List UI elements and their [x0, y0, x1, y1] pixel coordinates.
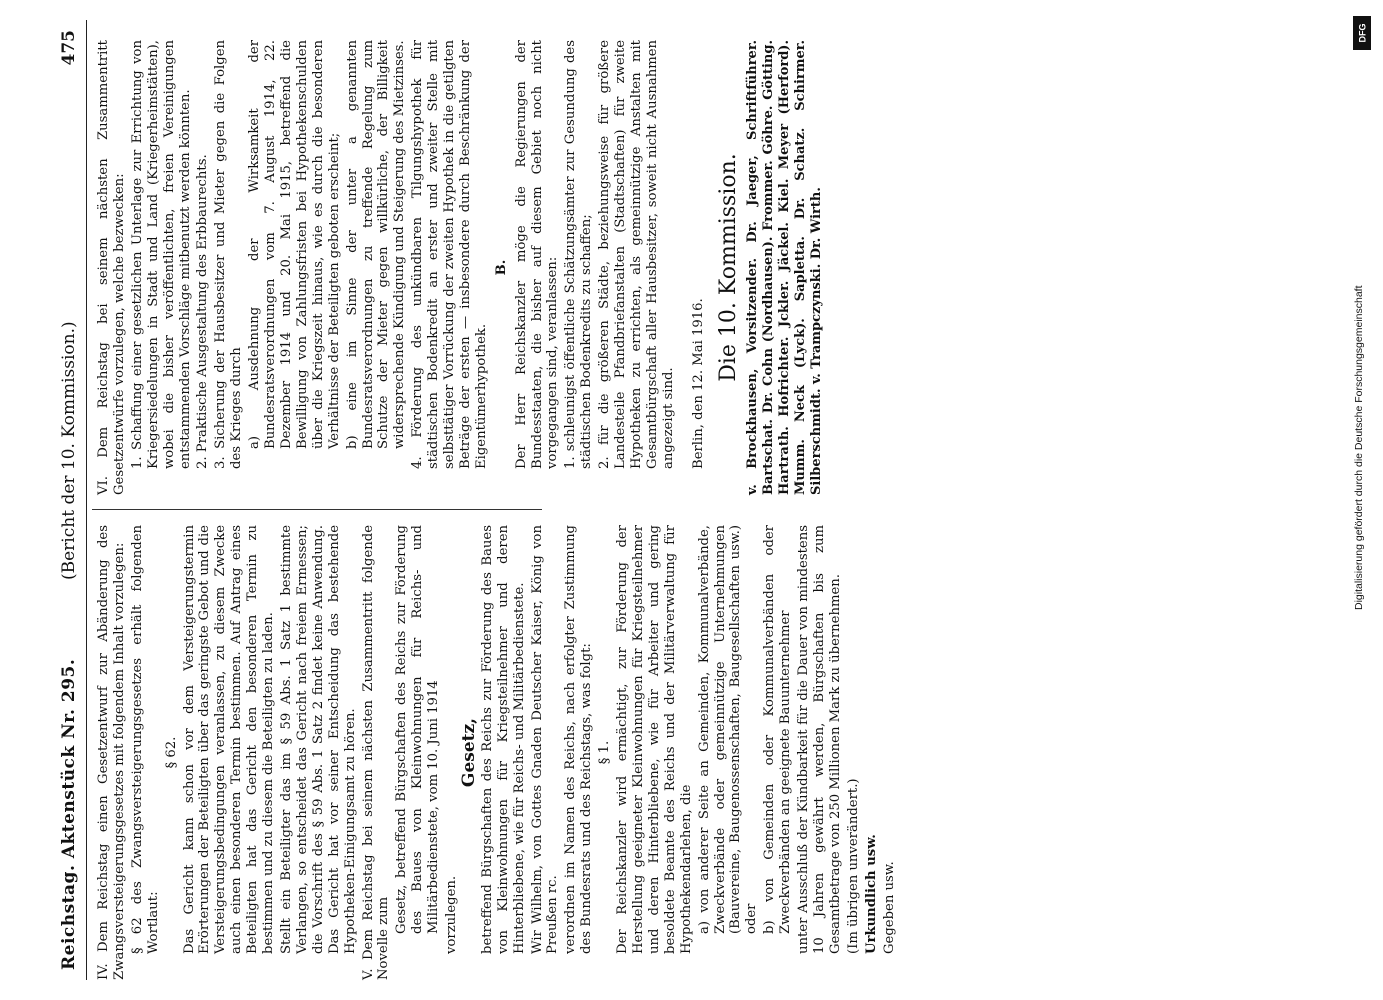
right-column [96, 40, 827, 495]
section-1-heading: § 1. [597, 740, 613, 765]
section-v-text: Gesetz, betreffend Bürgschaften des Reichs zur Förderung des Baues von Kleinwohnungen für Reichs- und Militärbedienstete, vom 10. Juni 1914 [394, 525, 442, 934]
section-vi-4: 4. Förderung des unkündbaren Tilgungshypothek für städtischen Bodenkredit an erster und zweiter Stelle mit selbsttätiger Vorrückung der zweiten Hypothek in die getilgten Beträge der ersten — insbesondere durch Beschränkung der Eigentümerhypothek. [410, 40, 489, 469]
section-vi-2: 2. Praktische Ausgestaltung des Erbbaurechts. [195, 154, 211, 469]
section-vi-1: 1. Schaffung einer gesetzlichen Unterlage zur Errichtung von Kriegersiedelungen in Stadt und Land (Kriegerheimstätten), wobei die bisher veröffentlichten, freien Vereinigungen entstammenden Vorschläge mitbenutzt werden könnten. [129, 40, 193, 469]
section-v-end: vorzulegen. [444, 875, 460, 954]
section-vi-3a: a) Ausdehnung der Wirksamkeit der Bundesratsverordnungen vom 7. August 1914, 22. Dezember 1914 und 20. Mai 1915, betreffend die Bewilligung von Zahlungsfristen bei Hypothekenschulden über die Kriegszeit hinaus, wie es durch die besonderen Verhältnisse der Beteiligten geboten erscheint; [247, 40, 342, 449]
date-line: Berlin, den 12. Mai 1916. [690, 298, 706, 469]
paragraph-62-text-2: Stellt ein Beteiligter das im § 59 Abs. 1 Satz 1 bestimmte Verlangen, so entscheidet das Gericht nach freiem Ermessen; die Vorschrift des § 59 Abs. 1 Satz 2 findet keine Anwendung. Das Gericht hat vor seiner Entscheidung das bestehende Hypotheken-Einigungsamt zu hören. [278, 525, 358, 954]
section-iv-intro: IV. Dem Reichstag einen Gesetzentwurf zur Abänderung des Zwangsversteigerungsgesetzes mit folgendem Inhalt vorzulegen: [96, 525, 127, 980]
header-left: Reichstag. Aktenstück Nr. 295. [59, 658, 79, 970]
section-1-a: a) von anderer Seite an Gemeinden, Kommunalverbände, Zweckverbände oder gemeinnützige Unternehmungen (Bauvereine, Baugenossenschaften, Baugesellschaften usw.) oder [696, 525, 760, 934]
gegeben: Gegeben usw. [881, 861, 897, 954]
digitization-credit: Digitalisierung gefördert durch die Deutsche Forschungsgemeinschaft [1353, 285, 1365, 610]
urkundlich: Urkundlich usw. [863, 834, 879, 954]
header-report: (Bericht der 10. Kommission.) [59, 321, 79, 580]
law-title: Gesetz, [458, 717, 479, 788]
page-header [56, 20, 87, 980]
column-divider [92, 509, 542, 510]
section-v-intro: V. Dem Reichstag bei seinem nächsten Zusammentritt folgende Novelle zum [360, 525, 392, 980]
header-document: Aktenstück Nr. 295. [59, 658, 79, 859]
section-1-end: unter Ausschluß der Kündbarkeit für die Dauer von mindestens 10 Jahren gewährt werden, Bürgschaften bis zum Gesamtbetrage von 250 Millionen Mark zu übernehmen. [796, 525, 843, 954]
section-vi-intro: VI. Dem Reichstag bei seinem nächsten Zusammentritt Gesetzentwürfe vorzulegen, welche bezwecken: [96, 40, 127, 495]
law-verordnen: verordnen im Namen des Reichs, nach erfolgter Zustimmung des Bundesrats und des Reichstags, was folgt: [563, 525, 595, 954]
section-b-intro: Der Herr Reichskanzler möge die Regierungen der Bundesstaaten, die bisher auf diesem Gebiet noch nicht vorgegangen sind, veranlassen: [513, 40, 561, 469]
law-wir: Wir Wilhelm, von Gottes Gnaden Deutscher Kaiser, König von Preußen rc. [529, 525, 561, 954]
section-b-2: 2. für die größeren Städte, beziehungsweise für größere Landesteile Pfandbriefanstalten (Stadtschaften) für zweite Hypotheken zu errichten, als gemeinnützige Anstalten mit Gesamtbürgschaft aller Hausbesitzer, soweit nicht Ausnahmen angezeigt sind. [597, 40, 676, 469]
paragraph-62-text-1: Das Gericht kann schon vor dem Versteigerungstermin Erörterungen der Beteiligten über das geringste Gebot und die Versteigerungsbedingungen veranlassen, zu diesem Zwecke auch einen besonderen Termin bestimmen. Auf Antrag eines Beteiligten hat das Gericht den besonderen Termin zu bestimmen und zu diesem die Beteiligten zu laden. [181, 525, 277, 954]
commission-title: Die 10. Kommission. [715, 153, 741, 382]
rest-unchanged: (Im übrigen unverändert.) [845, 778, 861, 954]
dfg-sidebar [1351, 10, 1377, 990]
section-iv-sub: § 62 des Zwangsversteigerungsgesetzes erhält folgenden Wortlaut: [129, 525, 161, 954]
section-b-1: 1. schleunigst öffentliche Schätzungsämter zur Gesundung des städtischen Bodenkredits zu schaffen; [563, 40, 595, 469]
signatures: v. Brockhausen, Vorsitzender. Dr. Jaeger, Schriftführer. Bartschat. Dr. Cohn (Nordhausen). Frommer. Göhre. Götting. Hartrath. Hofrichter. Jckler. Jäckel. Kiel. Meyer (Herford). Mumm. Neck (Lyck). Sapletta. Dr. Schatz. Schirmer. Silberschmidt. v. Trampczynski. Dr. Wirth. [744, 40, 824, 495]
section-b-heading: B. [493, 259, 509, 276]
law-subtitle: betreffend Bürgschaften des Reichs zur Förderung des Baues von Kleinwohnungen für Kriegsteilnehmer und deren Hinterbliebene, wie für Reichs- und Militärbedienstete. [479, 525, 527, 954]
section-1-text: Der Reichskanzler wird ermächtigt, zur Förderung der Herstellung geeigneter Kleinwohnungen für Kriegsteilnehmer und deren Hinterbliebene, wie für Arbeiter und gering besoldete Beamte des Reichs und der Militärverwaltung für Hypothekendarlehen, die [615, 525, 694, 954]
section-vi-3b: b) eine im Sinne der unter a genannten Bundesratsverordnungen zu treffende Regelung zum Schutze der Mieter gegen willkürliche, der Billigkeit widersprechende Kündigung und Steigerung des Mietzinses. [344, 40, 408, 449]
section-vi-3: 3. Sicherung der Hausbesitzer und Mieter gegen die Folgen des Krieges durch [213, 40, 245, 469]
page-number: 475 [59, 30, 79, 66]
scanned-page [56, 20, 1326, 980]
section-1-b: b) von Gemeinden oder Kommunalverbänden oder Zweckverbänden an geeignete Bauunternehmer [762, 525, 794, 934]
dfg-logo: DFG [1353, 16, 1371, 50]
left-column [96, 525, 900, 980]
paragraph-62-heading: § 62. [163, 736, 179, 769]
